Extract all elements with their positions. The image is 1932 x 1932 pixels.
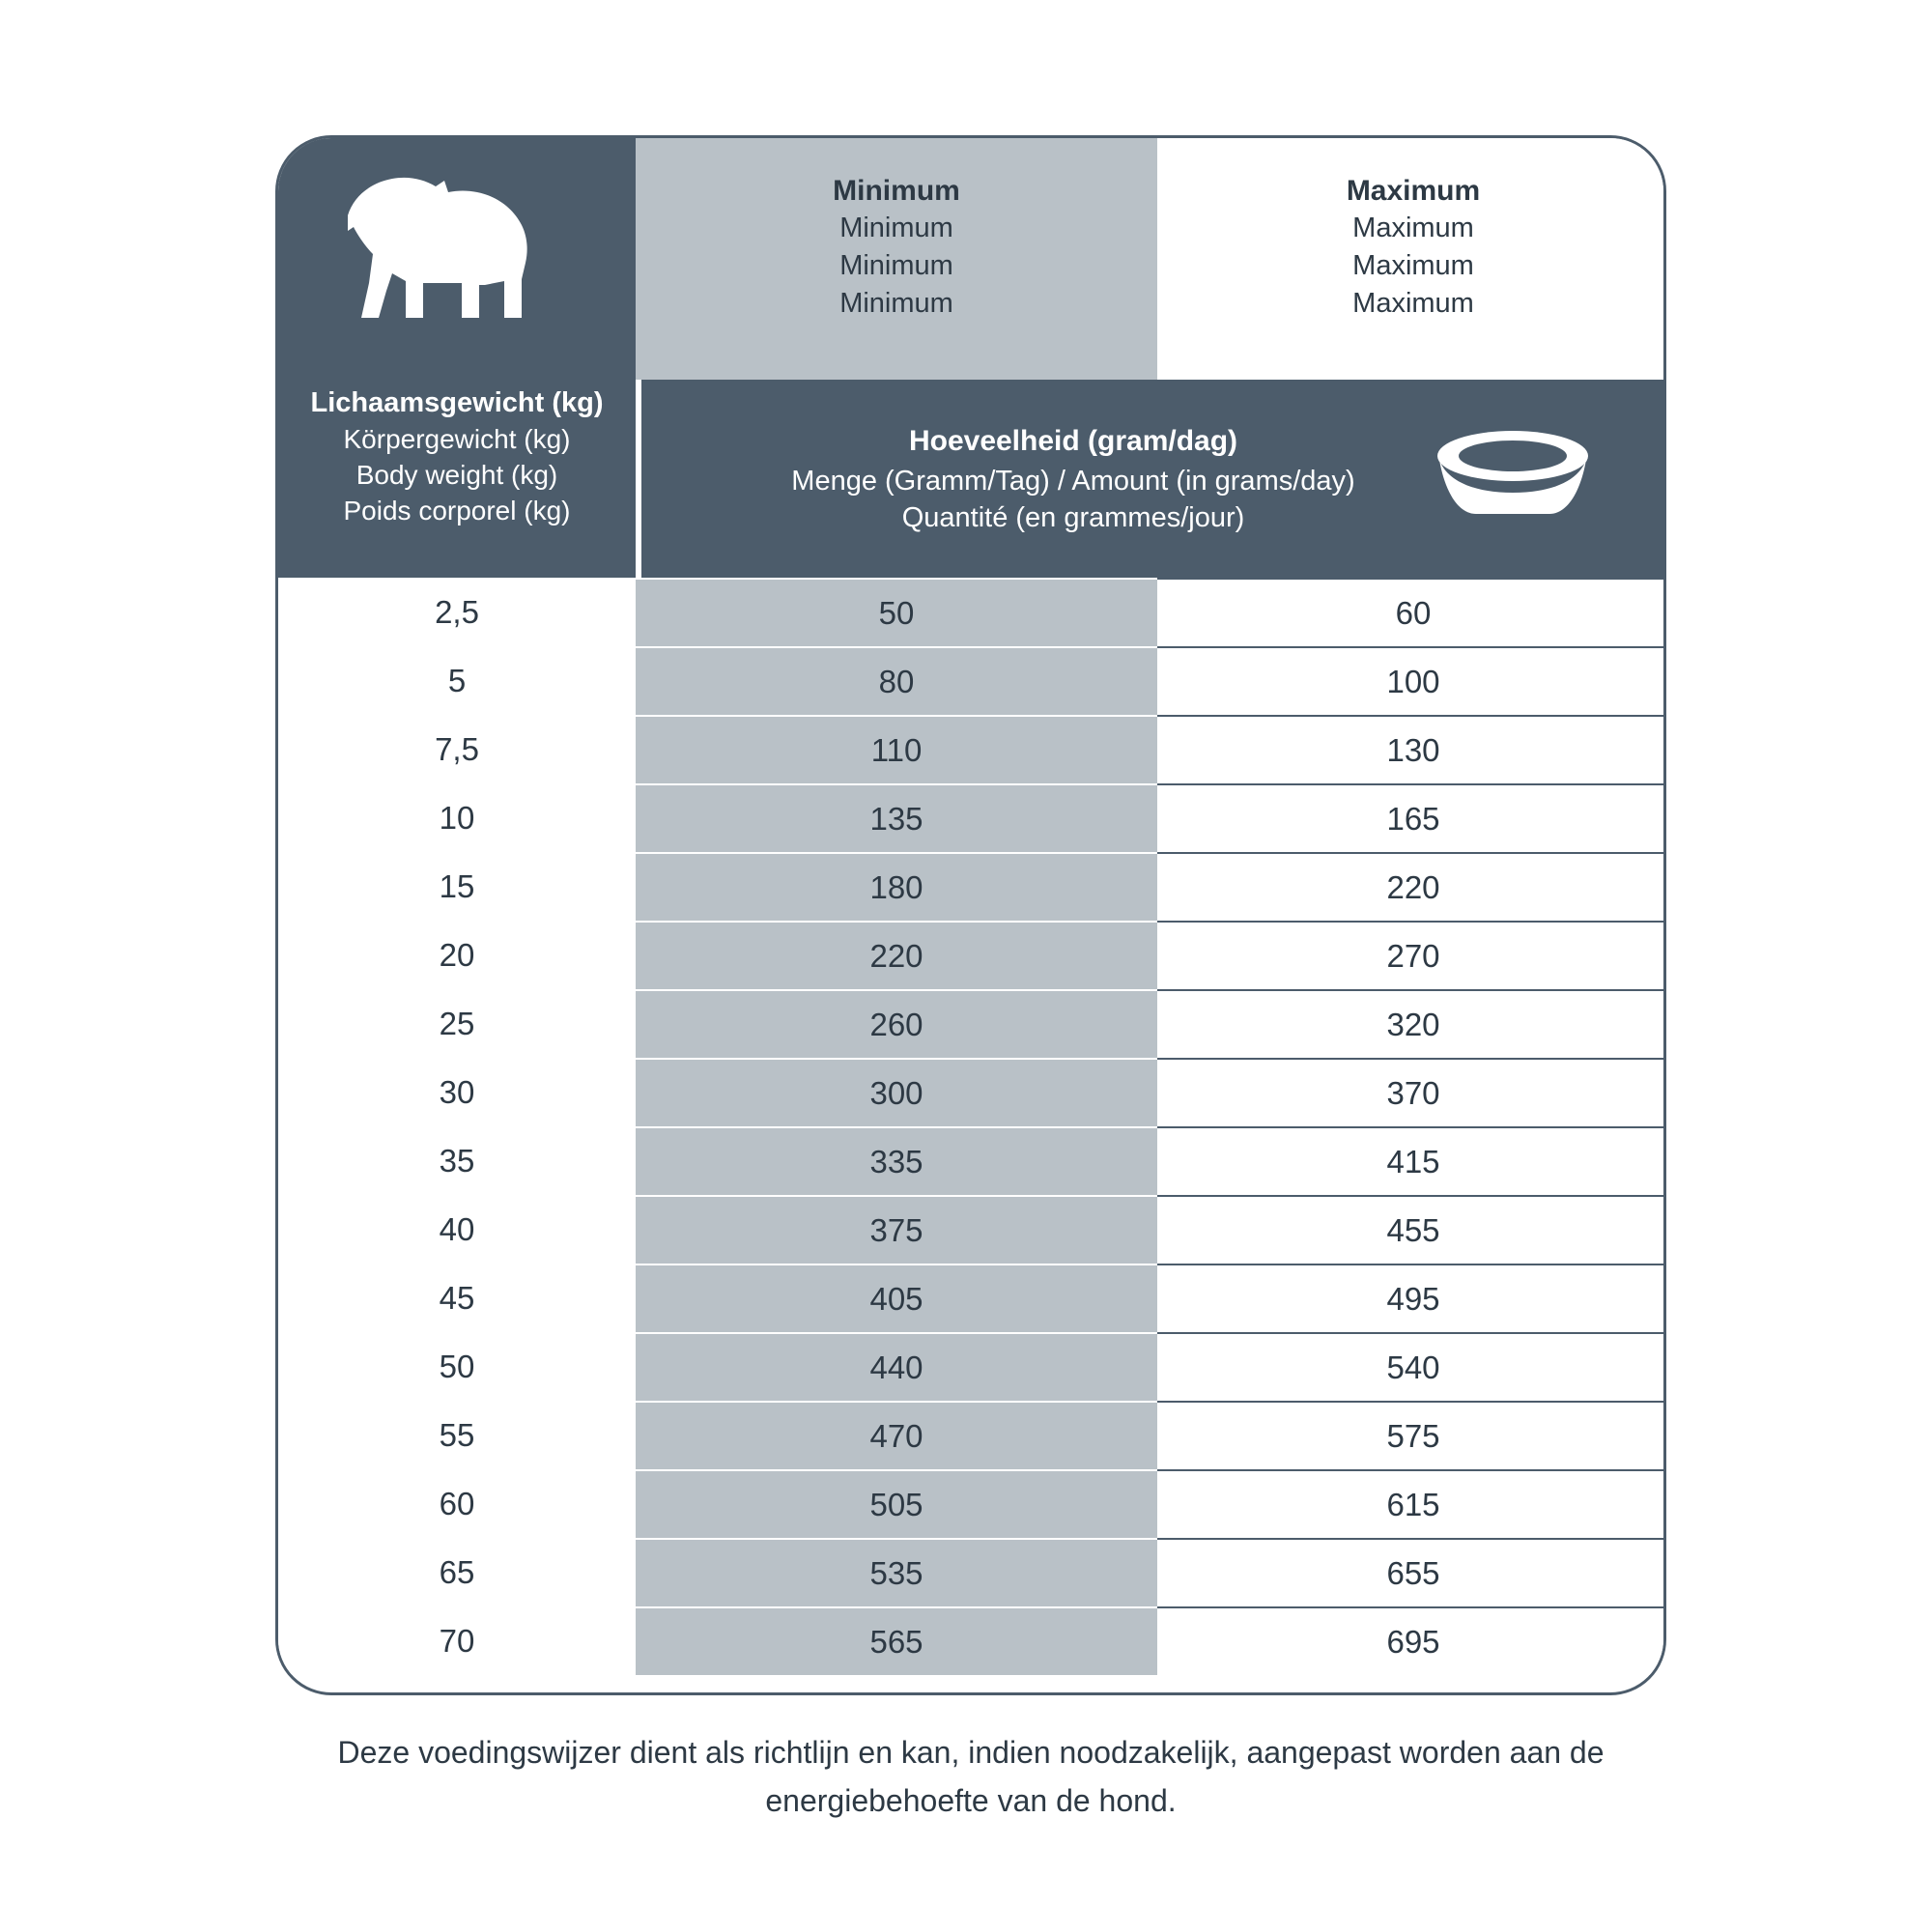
body-weight-header — [278, 380, 636, 578]
table-row: 575 — [1157, 1401, 1666, 1469]
header-maximum-line-3: Maximum — [1352, 249, 1474, 281]
header-minimum-line-3: Minimum — [839, 249, 953, 281]
table-row: 535 — [636, 1538, 1157, 1606]
feeding-table — [275, 135, 1666, 1695]
food-bowl-icon — [1416, 421, 1609, 537]
table-row: 260 — [636, 989, 1157, 1058]
table-row: 695 — [1157, 1606, 1666, 1675]
table-row: 5 — [278, 646, 636, 715]
table-row: 165 — [1157, 783, 1666, 852]
header-minimum-line-2: Minimum — [839, 213, 953, 244]
body-weight-header-de: Körpergewicht (kg) — [343, 423, 571, 454]
table-grid — [278, 138, 1663, 1675]
table-row: 180 — [636, 852, 1157, 921]
footnote: Deze voedingswijzer dient als richtlijn en kan, indien noodzakelijk, aangepast worden aan de energiebehoefte van de hond. — [337, 1735, 1605, 1818]
dog-icon-cell — [278, 138, 636, 380]
table-row: 405 — [636, 1264, 1157, 1332]
table-row: 655 — [1157, 1538, 1666, 1606]
table-row: 100 — [1157, 646, 1666, 715]
table-row: 335 — [636, 1126, 1157, 1195]
body-weight-header-en: Body weight (kg) — [355, 459, 558, 490]
table-row: 375 — [636, 1195, 1157, 1264]
table-row: 65 — [278, 1538, 636, 1606]
header-maximum-line-4: Maximum — [1352, 287, 1474, 319]
table-row: 7,5 — [278, 715, 636, 783]
table-row: 220 — [636, 921, 1157, 989]
dog-silhouette-icon — [278, 138, 636, 380]
header-minimum — [636, 138, 1157, 380]
header-maximum — [1157, 138, 1666, 380]
table-row: 60 — [1157, 578, 1666, 646]
table-row: 615 — [1157, 1469, 1666, 1538]
table-row: 50 — [278, 1332, 636, 1401]
table-row: 135 — [636, 783, 1157, 852]
table-row: 270 — [1157, 921, 1666, 989]
amount-header-fr: Quantité (en grammes/jour) — [901, 502, 1245, 534]
amount-header-de-en: Menge (Gramm/Tag) / Amount (in grams/day) — [791, 465, 1355, 497]
table-row: 455 — [1157, 1195, 1666, 1264]
amount-header — [636, 380, 1666, 578]
table-row: 35 — [278, 1126, 636, 1195]
table-row: 60 — [278, 1469, 636, 1538]
header-maximum-line-2: Maximum — [1352, 213, 1474, 244]
table-row: 495 — [1157, 1264, 1666, 1332]
header-minimum-line-4: Minimum — [839, 287, 953, 319]
table-row: 50 — [636, 578, 1157, 646]
table-row: 415 — [1157, 1126, 1666, 1195]
body-weight-header-fr: Poids corporel (kg) — [343, 495, 571, 526]
table-row: 80 — [636, 646, 1157, 715]
body-weight-header-nl: Lichaamsgewicht (kg) — [310, 387, 604, 418]
table-row: 45 — [278, 1264, 636, 1332]
table-row: 220 — [1157, 852, 1666, 921]
table-row: 10 — [278, 783, 636, 852]
header-minimum-line-1: Minimum — [833, 175, 960, 207]
table-row: 30 — [278, 1058, 636, 1126]
table-row: 25 — [278, 989, 636, 1058]
table-row: 370 — [1157, 1058, 1666, 1126]
table-row: 2,5 — [278, 578, 636, 646]
table-row: 20 — [278, 921, 636, 989]
table-row: 320 — [1157, 989, 1666, 1058]
table-row: 40 — [278, 1195, 636, 1264]
table-row: 130 — [1157, 715, 1666, 783]
table-row: 300 — [636, 1058, 1157, 1126]
table-row: 565 — [636, 1606, 1157, 1675]
table-row: 55 — [278, 1401, 636, 1469]
table-row: 70 — [278, 1606, 636, 1675]
table-row: 470 — [636, 1401, 1157, 1469]
amount-header-nl: Hoeveelheid (gram/dag) — [908, 425, 1238, 458]
table-row: 540 — [1157, 1332, 1666, 1401]
table-row: 440 — [636, 1332, 1157, 1401]
table-row: 505 — [636, 1469, 1157, 1538]
header-maximum-line-1: Maximum — [1346, 175, 1481, 207]
table-row: 15 — [278, 852, 636, 921]
table-row: 110 — [636, 715, 1157, 783]
